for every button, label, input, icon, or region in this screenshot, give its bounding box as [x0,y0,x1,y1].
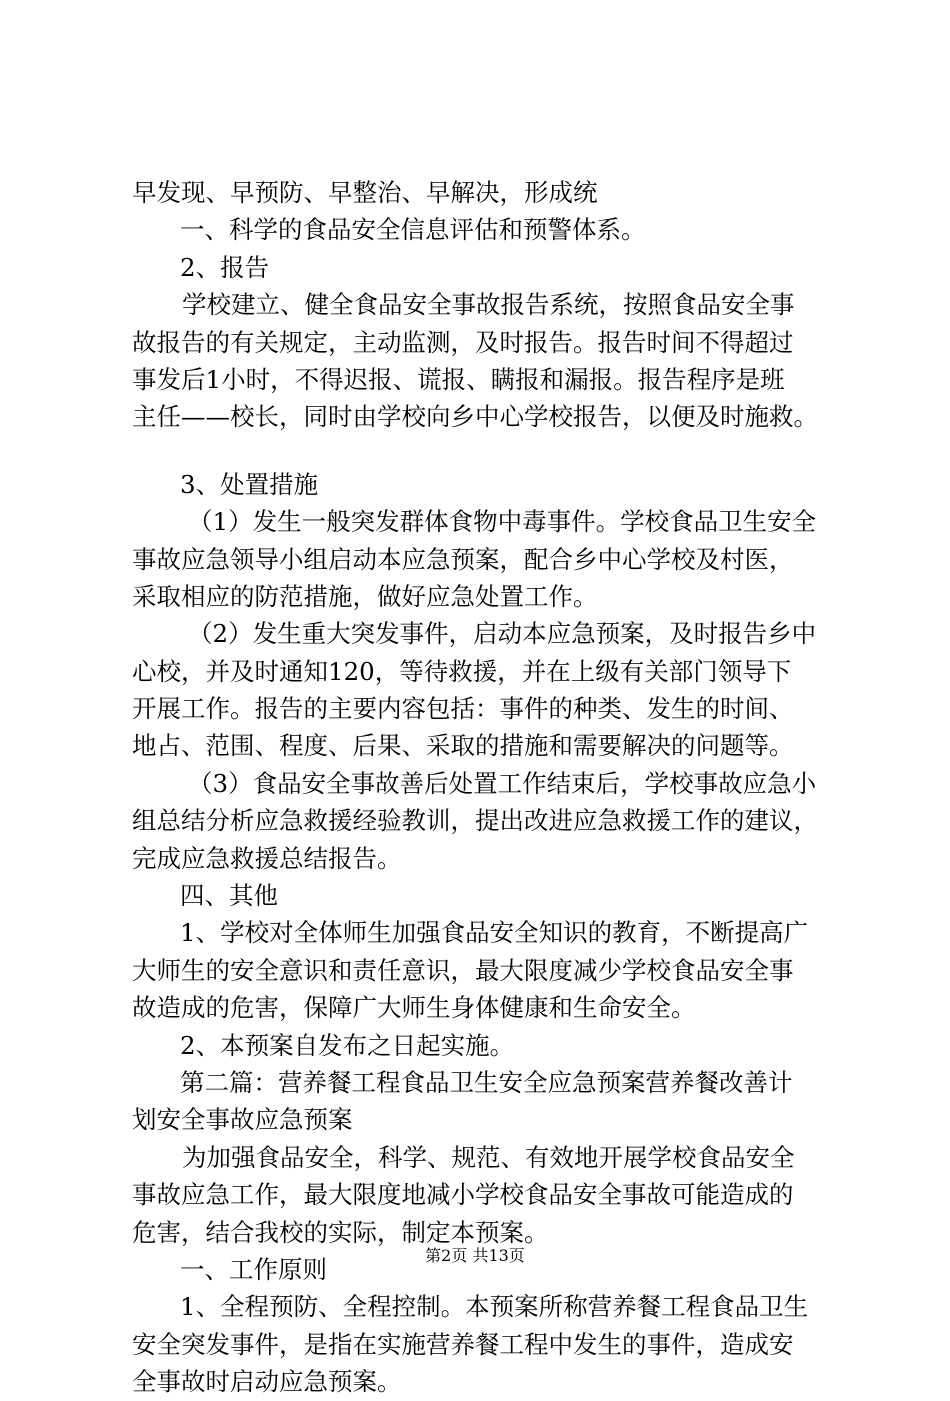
paragraph-line: 故报告的有关规定，主动监测，及时报告。报告时间不得超过 [132,327,794,357]
paragraph-line: 开展工作。报告的主要内容包括：事件的种类、发生的时间、 [132,694,794,724]
paragraph-line: 完成应急救援总结报告。 [132,843,402,873]
paragraph-line: 主任——校长，同时由学校向乡中心学校报告，以便及时施救。 [132,402,818,432]
paragraph-line: 心校，并及时通知120，等待救援，并在上级有关部门领导下 [132,656,792,686]
paragraph-line: 1、全程预防、全程控制。本预案所称营养餐工程食品卫生 [180,1292,809,1322]
chapter-title-continued: 划安全事故应急预案 [132,1105,353,1135]
paragraph-line: （1）发生一般突发群体食物中毒事件。学校食品卫生安全 [188,507,817,537]
paragraph-line: 地占、范围、程度、后果、采取的措施和需要解决的问题等。 [132,731,794,761]
paragraph-line: 为加强食品安全，科学、规范、有效地开展学校食品安全 [182,1142,795,1172]
paragraph-line: 学校建立、健全食品安全事故报告系统，按照食品安全事 [182,290,795,320]
paragraph-line: （3）食品安全事故善后处置工作结束后，学校事故应急小 [188,768,817,798]
paragraph-line: 早发现、早预防、早整治、早解决，形成统 [132,178,598,207]
paragraph-line: 危害，结合我校的实际，制定本预案。 [132,1217,549,1247]
paragraph-line: 组总结分析应急救援经验教训，提出改进应急救援工作的建议， [132,806,818,836]
section-heading-report: 2、报告 [180,252,270,282]
document-body [132,174,832,1401]
paragraph-line: 安全突发事件，是指在实施营养餐工程中发生的事件，造成安 [132,1329,794,1359]
paragraph-line: 大师生的安全意识和责任意识，最大限度减少学校食品安全事 [132,955,794,985]
chapter-title: 第二篇：营养餐工程食品卫生安全应急预案营养餐改善计 [180,1067,793,1097]
paragraph-line: 2、本预案自发布之日起实施。 [180,1030,515,1060]
paragraph-line: （2）发生重大突发事件，启动本应急预案，及时报告乡中 [188,619,817,649]
paragraph-line: 一、科学的食品安全信息评估和预警体系。 [180,215,646,245]
paragraph-gap [132,436,832,466]
paragraph-line: 采取相应的防范措施，做好应急处置工作。 [132,581,598,611]
paragraph-line: 全事故时启动应急预案。 [132,1367,402,1397]
paragraph-line: 事故应急领导小组启动本应急预案，配合乡中心学校及村医， [132,544,794,574]
paragraph-line: 事发后1小时，不得迟报、谎报、瞒报和漏报。报告程序是班 [132,364,785,394]
page-number-footer: 第2页 共13页 [425,1246,525,1265]
section-heading-measures: 3、处置措施 [180,469,319,499]
paragraph-line: 事故应急工作，最大限度地减小学校食品安全事故可能造成的 [132,1180,794,1210]
paragraph-line: 故造成的危害，保障广大师生身体健康和生命安全。 [132,993,696,1023]
section-heading-other: 四、其他 [180,881,278,911]
section-heading-principles: 一、工作原则 [180,1254,327,1284]
paragraph-line: 1、学校对全体师生加强食品安全知识的教育，不断提高广 [180,918,809,948]
